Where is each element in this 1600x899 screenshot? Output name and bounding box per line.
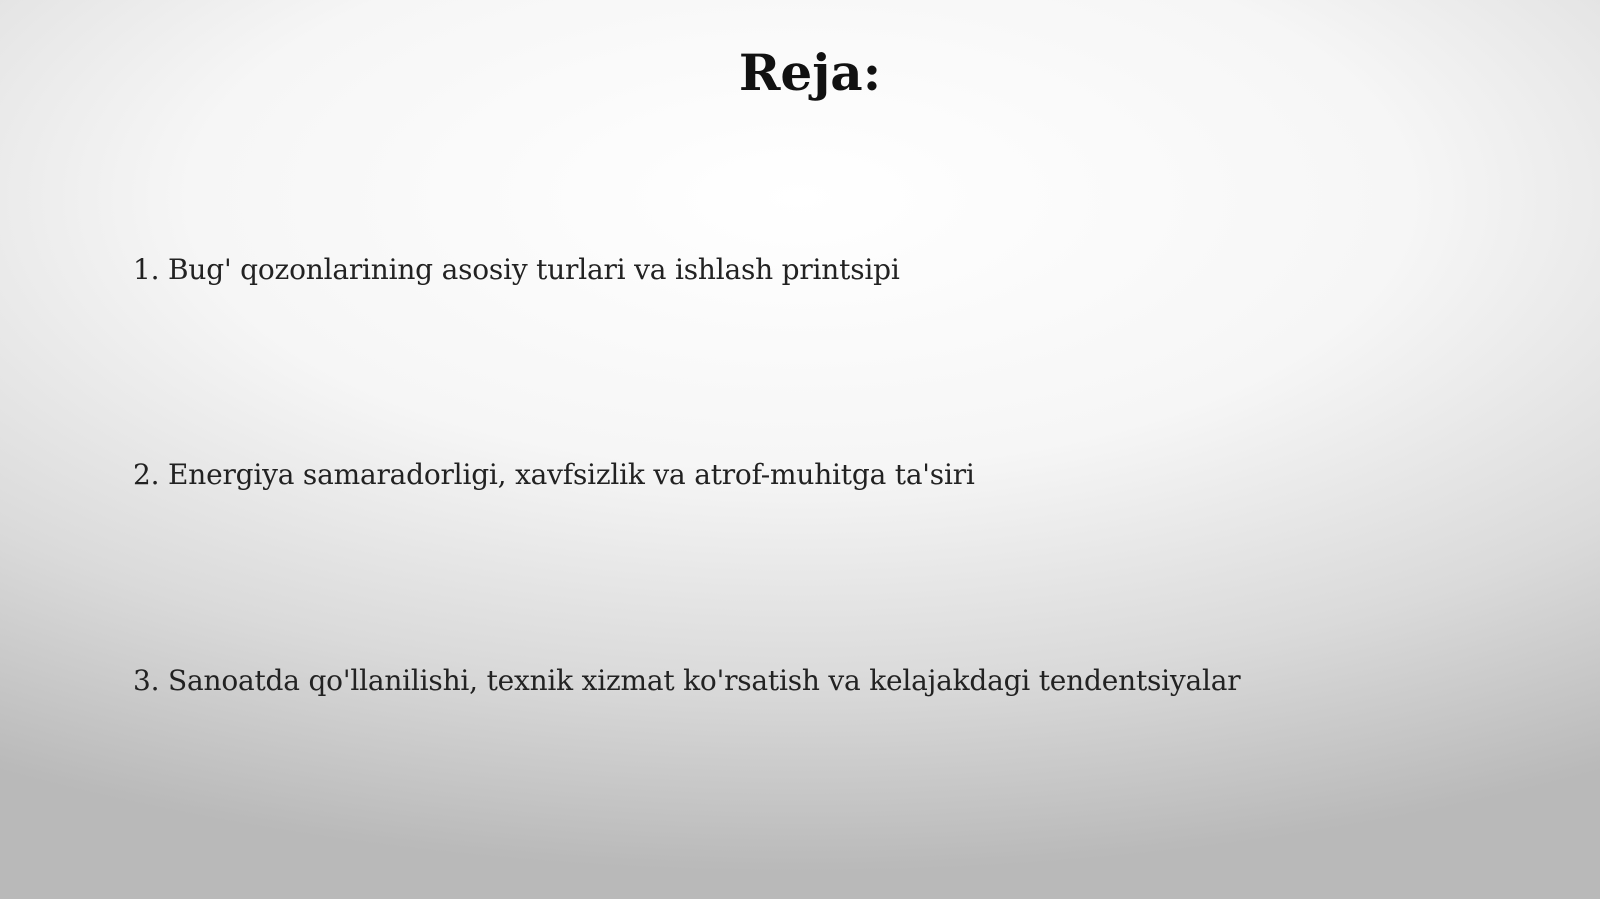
plan-item-2: 2. Energiya samaradorligi, xavfsizlik va atrof-muhitga ta'siri <box>133 458 975 491</box>
slide-title: Reja: <box>738 43 882 102</box>
plan-item-1: 1. Bug' qozonlarining asosiy turlari va ishlash printsipi <box>133 253 900 286</box>
plan-item-3: 3. Sanoatda qo'llanilishi, texnik xizmat ko'rsatish va kelajakdagi tendentsiyalar <box>133 664 1241 697</box>
